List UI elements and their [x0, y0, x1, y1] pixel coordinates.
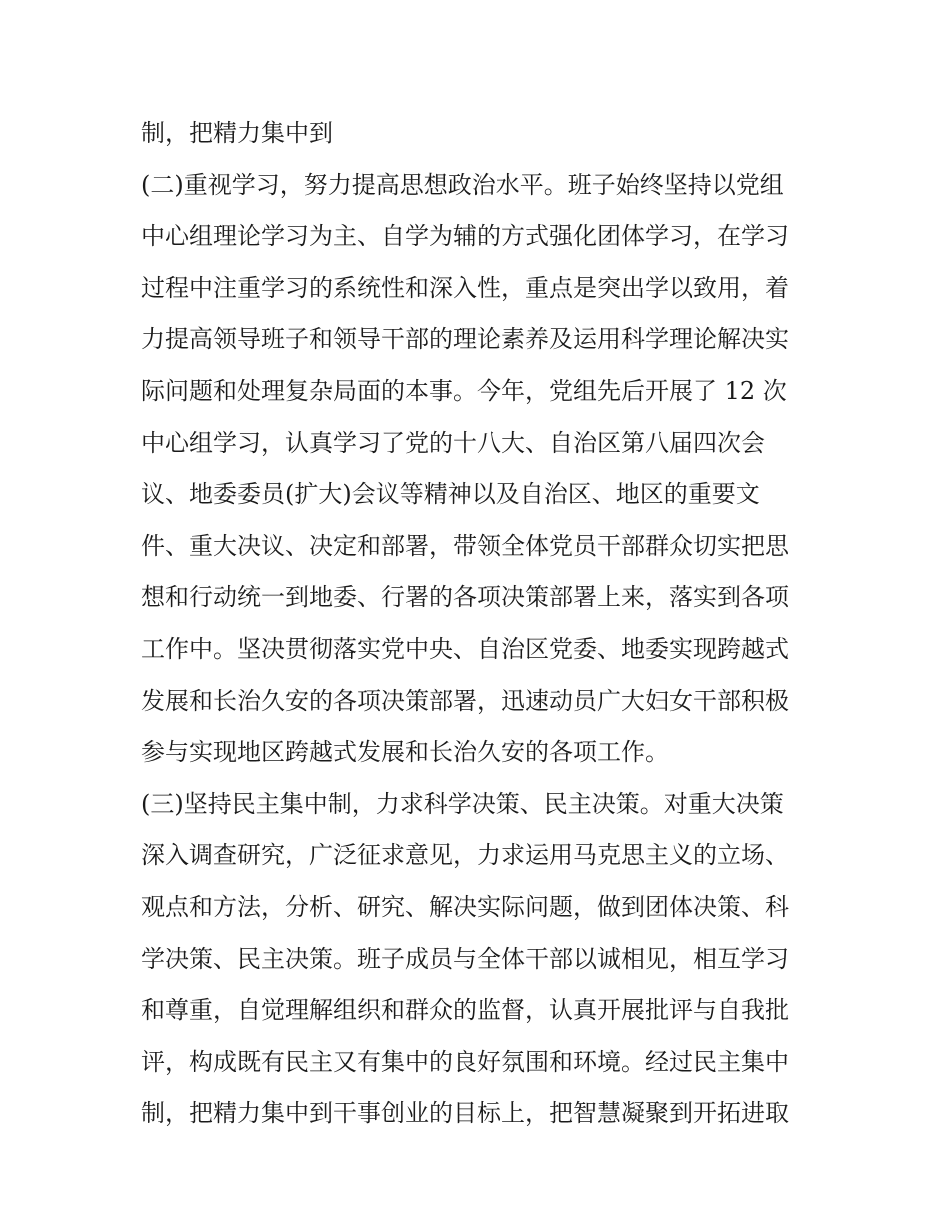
text-line: 议、地委委员(扩大)会议等精神以及自治区、地区的重要文: [141, 480, 760, 509]
text-line: (三)坚持民主集中制，力求科学决策、民主决策。对重大决策: [141, 789, 784, 818]
text-line: 件、重大决议、决定和部署，带领全体党员干部群众切实把思: [141, 531, 789, 560]
text-line: 学决策、民主决策。班子成员与全体干部以诚相见，相互学习: [141, 944, 789, 973]
text-line: 制，把精力集中到干事创业的目标上，把智慧凝聚到开拓进取: [141, 1099, 789, 1128]
text-line: 际问题和处理复杂局面的本事。今年，党组先后开展了 12 次: [141, 376, 787, 405]
text-line: 观点和方法，分析、研究、解决实际问题，做到团体决策、科: [141, 892, 789, 921]
text-line: 想和行动统一到地委、行署的各项决策部署上来，落实到各项: [141, 583, 789, 612]
text-line: 过程中注重学习的系统性和深入性，重点是突出学以致用，着: [141, 273, 789, 302]
text-line: (二)重视学习，努力提高思想政治水平。班子始终坚持以党组: [141, 170, 784, 199]
text-line: 制，把精力集中到: [141, 119, 333, 147]
body-text: [141, 108, 821, 1140]
text-line: 深入调查研究，广泛征求意见，力求运用马克思主义的立场、: [141, 841, 789, 870]
text-line: 中心组学习，认真学习了党的十八大、自治区第八届四次会: [141, 428, 765, 457]
text-line: 评，构成既有民主又有集中的良好氛围和环境。经过民主集中: [141, 1047, 789, 1076]
text-line: 参与实现地区跨越式发展和长治久安的各项工作。: [141, 738, 669, 767]
text-line: 工作中。坚决贯彻落实党中央、自治区党委、地委实现跨越式: [141, 634, 789, 663]
text-line: 和尊重，自觉理解组织和群众的监督，认真开展批评与自我批: [141, 996, 789, 1025]
text-line: 发展和长治久安的各项决策部署，迅速动员广大妇女干部积极: [141, 686, 789, 715]
text-line: 中心组理论学习为主、自学为辅的方式强化团体学习，在学习: [141, 222, 789, 251]
text-line: 力提高领导班子和领导干部的理论素养及运用科学理论解决实: [141, 325, 789, 354]
